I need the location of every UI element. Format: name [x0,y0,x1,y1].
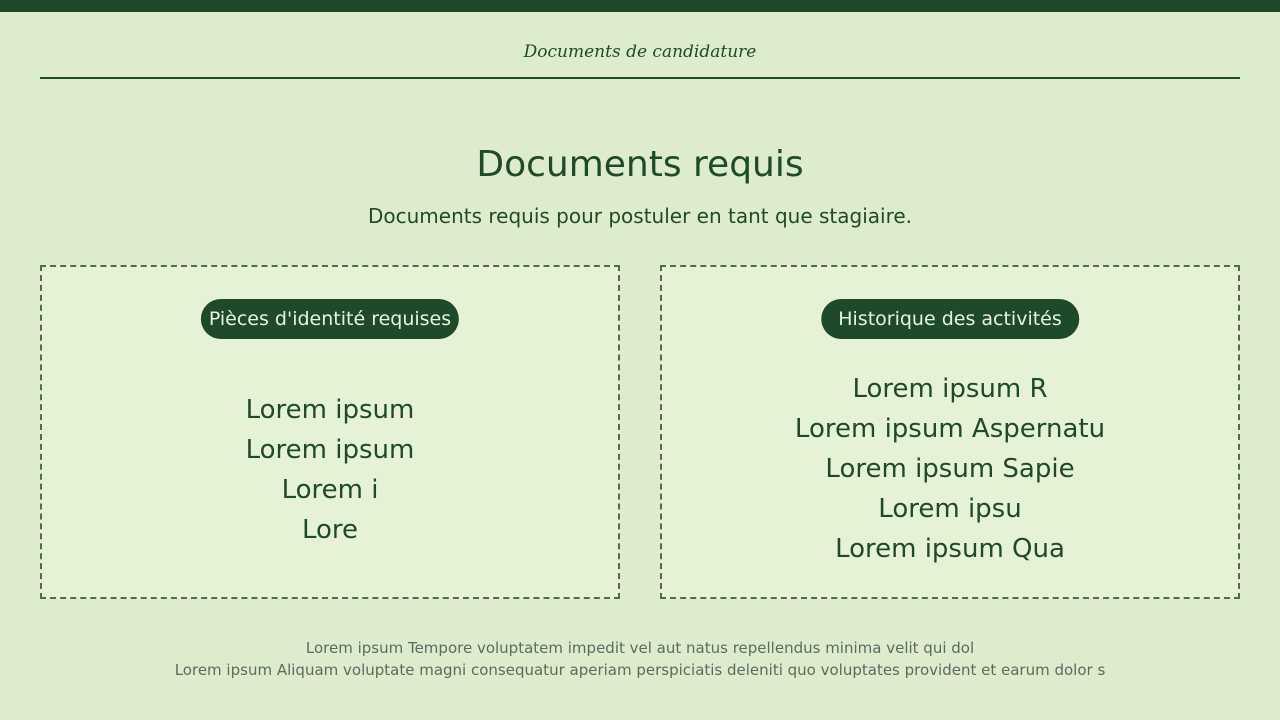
list-item: Lorem ipsu [878,494,1022,524]
footer-line: Lorem ipsum Aliquam voluptate magni consequatur aperiam perspiciatis deleniti quo voluptates provident et earum dolor s [174,661,1106,679]
page-subtitle: Documents requis pour postuler en tant que stagiaire. [367,204,913,228]
top-accent-bar [0,0,1280,12]
list-item: Lorem ipsum [245,395,415,425]
footer-text [0,637,1280,681]
list-item: Lorem ipsum R [852,374,1048,404]
activity-history-list [662,369,1238,569]
list-item: Lorem i [281,475,379,505]
page-title: Documents requis [476,144,804,185]
footer-line: Lorem ipsum Tempore voluptatem impedit vel aut natus repellendus minima velit qui dol [305,639,975,657]
list-item: Lorem ipsum Sapie [825,454,1075,484]
list-item: Lorem ipsum Qua [835,534,1065,564]
activity-history-badge: Historique des activités [821,299,1079,339]
header-title: Documents de candidature [523,42,757,62]
activity-history-card [660,265,1240,599]
list-item: Lorem ipsum Aspernatu [794,414,1106,444]
list-item: Lorem ipsum [245,435,415,465]
header-divider [40,77,1240,79]
identity-documents-badge: Pièces d'identité requises [201,299,459,339]
identity-documents-card [40,265,620,599]
list-item: Lore [301,515,359,545]
identity-documents-list [42,390,618,550]
